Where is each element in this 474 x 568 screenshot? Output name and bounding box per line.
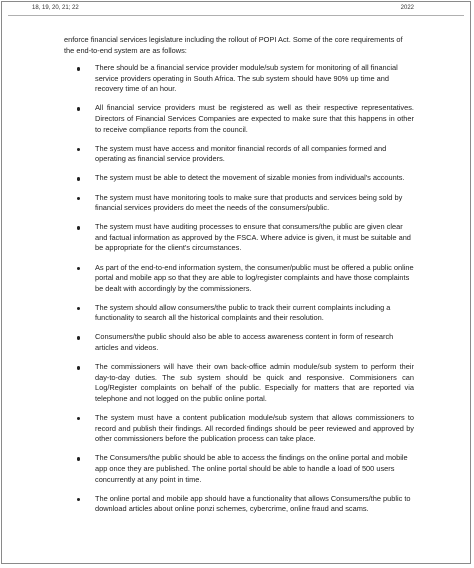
bullet-icon (77, 267, 80, 270)
list-item-text: The system must have access and monitor financial records of all companies formed and operating as financial service providers. (95, 143, 387, 164)
list-item-text: The system must have a content publication module/sub system that allows commissioners to record and publish their findings. All recorded findings should be peer reviewed and approved by other commissioners before the publication process can take place. (95, 413, 414, 444)
document-body (64, 35, 414, 523)
bullet-icon (77, 67, 80, 70)
list-item-text: The system must be able to detect the movement of sizable monies from individual's accounts. (95, 173, 405, 183)
list-item-text: There should be a financial service provider module/sub system for monitoring of all financial service providers operating in South Africa. The sub system should have 90% up time and recovery time of an hour. (95, 63, 398, 94)
page-header (8, 5, 464, 14)
intro-paragraph: enforce financial services legislature including the rollout of POPI Act. Some of the core requirements of the end-to-end system are as follows: (64, 35, 403, 55)
requirements-list (64, 63, 414, 515)
document-page (1, 1, 471, 564)
list-item-text: As part of the end-to-end information system, the consumer/public must be offered a public online portal and mobile app so that they are able to log/register complaints and have those complaints be dealt with accordingly by the commissioners. (95, 262, 414, 293)
list-item-text: The online portal and mobile app should have a functionality that allows Consumers/the public to download articles about online ponzi schemes, cybercrime, online fraud and scams. (95, 493, 411, 514)
list-item-text: Consumers/the public should also be able to access awareness content in form of research articles and videos. (95, 332, 394, 353)
bullet-icon (77, 177, 80, 180)
list-item (64, 193, 414, 214)
bullet-icon (77, 148, 80, 151)
list-item-text: The system must have monitoring tools to make sure that products and services being sold by financial services providers do meet the needs of the consumers/public. (95, 192, 403, 213)
list-item (64, 263, 414, 295)
bullet-icon (77, 336, 80, 339)
list-item (64, 222, 414, 254)
list-item (64, 332, 414, 353)
list-item-text: The system should allow consumers/the public to track their current complaints including a functionality to search all the historical complaints and their resolution. (95, 302, 391, 323)
list-item (64, 144, 414, 165)
bullet-icon (77, 457, 80, 460)
list-item (64, 63, 414, 95)
bullet-icon (77, 307, 80, 310)
bullet-icon (77, 107, 80, 110)
list-item (64, 453, 414, 485)
list-item (64, 494, 414, 515)
header-year: 2022 (400, 5, 414, 11)
bullet-icon (77, 366, 80, 369)
list-item (64, 362, 414, 404)
page-numbers: 18, 19, 20, 21; 22 (32, 5, 79, 11)
list-item (64, 103, 414, 135)
list-item-text: All financial service providers must be registered as well as their respective representatives. Directors of Financial Services Companies are expected to make sure that this happens in other to receive compliance reports from the council. (95, 103, 414, 134)
bullet-icon (77, 226, 80, 229)
bullet-icon (77, 417, 80, 420)
list-item-text: The commissioners will have their own back-office admin module/sub system to perform their day-to-day duties. The sub system should be quick and responsive. Commisioners can Log/Register complaints on behalf of the public. Especially for matters that are reported via telephone and not logged on the public online portal. (95, 362, 414, 403)
list-item (64, 303, 414, 324)
list-item (64, 173, 414, 184)
bullet-icon (77, 197, 80, 200)
list-item (64, 413, 414, 445)
header-divider (8, 15, 464, 16)
list-item-text: The system must have auditing processes to ensure that consumers/the public are given clear and factual information as approved by the FSCA. Where advice is given, it must be suitable and be appropriate for the client's circumstances. (95, 222, 411, 253)
bullet-icon (77, 498, 80, 501)
list-item-text: The Consumers/the public should be able to access the findings on the online portal and mobile app once they are published. The online portal should be able to handle a load of 500 users concurrently at any point in time. (95, 453, 408, 484)
